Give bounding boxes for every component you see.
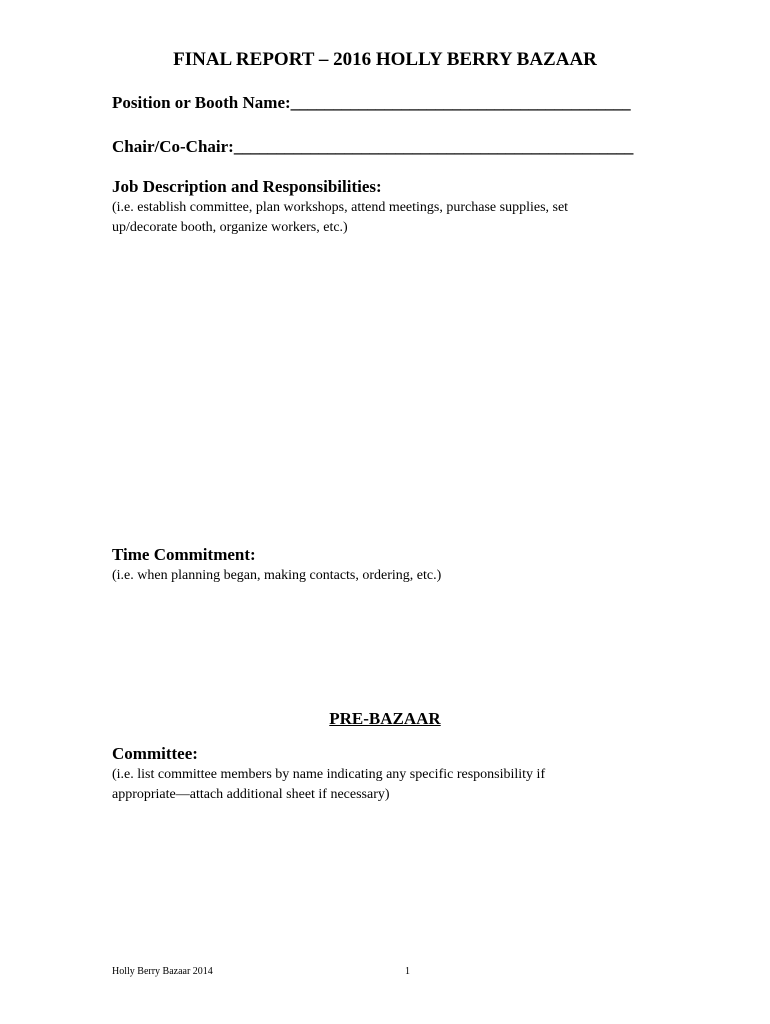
- chair-co-chair-field: Chair/Co-Chair:_______________________________________________: [112, 137, 634, 156]
- committee-heading: Committee:: [112, 744, 198, 763]
- committee-note-line-2: appropriate—attach additional sheet if necessary): [112, 787, 390, 802]
- pre-bazaar-heading: PRE-BAZAAR: [329, 709, 441, 728]
- position-booth-name-field: Position or Booth Name:________________________________________: [112, 93, 631, 112]
- time-commitment-note: (i.e. when planning began, making contacts, ordering, etc.): [112, 568, 442, 583]
- job-description-note-line-1: (i.e. establish committee, plan workshops, attend meetings, purchase supplies, set: [112, 200, 569, 215]
- job-description-note: [112, 198, 632, 238]
- document-title: FINAL REPORT – 2016 HOLLY BERRY BAZAAR: [173, 49, 597, 70]
- footer-left-text: Holly Berry Bazaar 2014: [112, 966, 213, 977]
- footer-page-number: 1: [405, 966, 410, 977]
- committee-note: [112, 765, 632, 805]
- time-commitment-heading: Time Commitment:: [112, 545, 256, 564]
- committee-note-line-1: (i.e. list committee members by name indicating any specific responsibility if: [112, 767, 546, 782]
- job-description-note-line-2: up/decorate booth, organize workers, etc.): [112, 220, 348, 235]
- job-description-heading: Job Description and Responsibilities:: [112, 177, 382, 196]
